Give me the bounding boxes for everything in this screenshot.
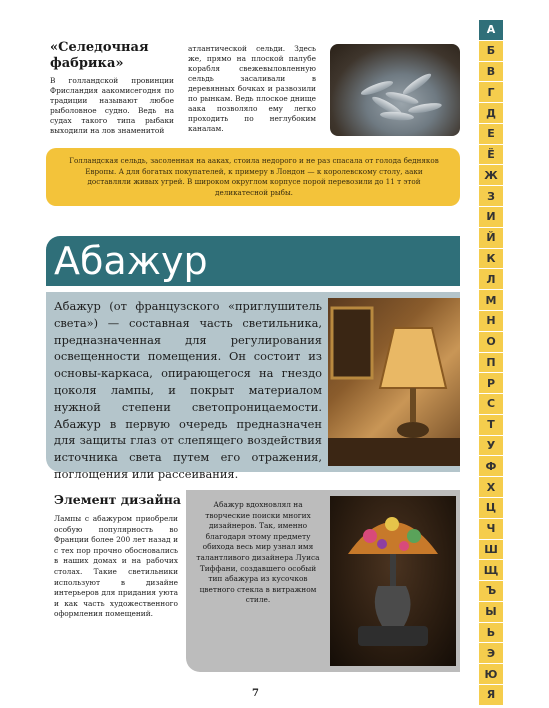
- alphabet-tab: Ы: [479, 602, 503, 623]
- alphabet-tab: Я: [479, 685, 503, 706]
- alphabet-tab: Р: [479, 373, 503, 394]
- alphabet-tab: Ц: [479, 498, 503, 519]
- alphabet-tab: Л: [479, 269, 503, 290]
- alphabet-tab: Ж: [479, 165, 503, 186]
- herring-title: «Селедочная фабрика»: [50, 40, 149, 71]
- alphabet-tab: Э: [479, 643, 503, 664]
- alphabet-tab: А: [479, 20, 503, 41]
- alphabet-tab: Й: [479, 228, 503, 249]
- alphabet-tab: Ф: [479, 456, 503, 477]
- herring-text-col1: В голландской провинции Фрисландия аакомисегодня по традиции называют любое рыболовное судно. Ведь на судах такого типа рыбаки выходили на лов знаменитой: [50, 76, 174, 135]
- alphabet-tab: Ю: [479, 664, 503, 685]
- definition-text: Абажур (от французского «приглушитель света») — составная часть светильника, предназначенная для регулирования освещенности помещения. Он состоит из основы-каркаса, опирающегося на гнездо цоколя лампы, и покрыт материалом нужной степени светопроницаемости. Абажур в первую очередь предназначен для защиты глаз от слепящего воздействия источника света путем его отражения, поглощения или рассеивания.: [54, 299, 322, 481]
- alphabet-tab: Н: [479, 311, 503, 332]
- alphabet-tab: З: [479, 186, 503, 207]
- alphabet-tab: Б: [479, 41, 503, 62]
- herring-fact-text: Голландская сельдь, засоленная на ааках, стоила недорого и не раз спасала от голода бедняков Европы. А для богатых покупателей, к примеру в Лондон — к королевскому столу, ааки доставляли живых угрей. В широком округлом корпусе порой перевозили до 11 т этой деликатесной рыбы.: [69, 156, 439, 197]
- page-number: 7: [252, 688, 259, 699]
- alphabet-tab: П: [479, 353, 503, 374]
- alphabet-tab: Ъ: [479, 581, 503, 602]
- alphabet-tab: Е: [479, 124, 503, 145]
- tiffany-lamp-photo: [330, 496, 456, 666]
- alphabet-tab: Ш: [479, 540, 503, 561]
- alphabet-tab: Т: [479, 415, 503, 436]
- alphabet-tab: В: [479, 62, 503, 83]
- alphabet-tab: Ё: [479, 145, 503, 166]
- alphabet-tab: Щ: [479, 560, 503, 581]
- alphabet-tab: К: [479, 249, 503, 270]
- alphabet-tab: О: [479, 332, 503, 353]
- lamp-photo: [328, 298, 460, 466]
- alphabet-tab: С: [479, 394, 503, 415]
- alphabet-tab: М: [479, 290, 503, 311]
- alphabet-tab: У: [479, 436, 503, 457]
- alphabet-tab: Ь: [479, 623, 503, 644]
- herring-text-col2: атлантической сельди. Здесь же, прямо на плоской палубе корабля свежевыловленную сельдь засаливали в деревянных бочках и развозили по рынкам. Ведь плоское днище аака позволяло ему легко проходить по неглубоким каналам.: [188, 44, 316, 133]
- alphabet-tab: Х: [479, 477, 503, 498]
- tiffany-text: Абажур вдохновлял на творческие поиски многих дизайнеров. Так, именно благодаря этому предмету обихода весь мир узнал имя талантливого дизайнера Луиса Тиффани, создавшего особый тип абажура из кусочков цветного стекла в витражном стиле.: [196, 500, 320, 605]
- alphabet-tab: Г: [479, 82, 503, 103]
- alphabet-tab: Д: [479, 103, 503, 124]
- alphabet-tab: И: [479, 207, 503, 228]
- section-title: Абажур: [54, 239, 208, 283]
- alphabet-index: [479, 20, 503, 706]
- alphabet-tab: Ч: [479, 519, 503, 540]
- herring-barrel-photo: [330, 44, 460, 136]
- design-title: Элемент дизайна: [54, 492, 181, 507]
- design-text: Лампы с абажуром приобрели особую популярность во Франции более 200 лет назад и с тех пор прочно обосновались в наших домах и на рабочих столах. Такие светильники используют в дизайне интерьеров для придания уюта и как часть художественного оформления помещений.: [54, 514, 178, 619]
